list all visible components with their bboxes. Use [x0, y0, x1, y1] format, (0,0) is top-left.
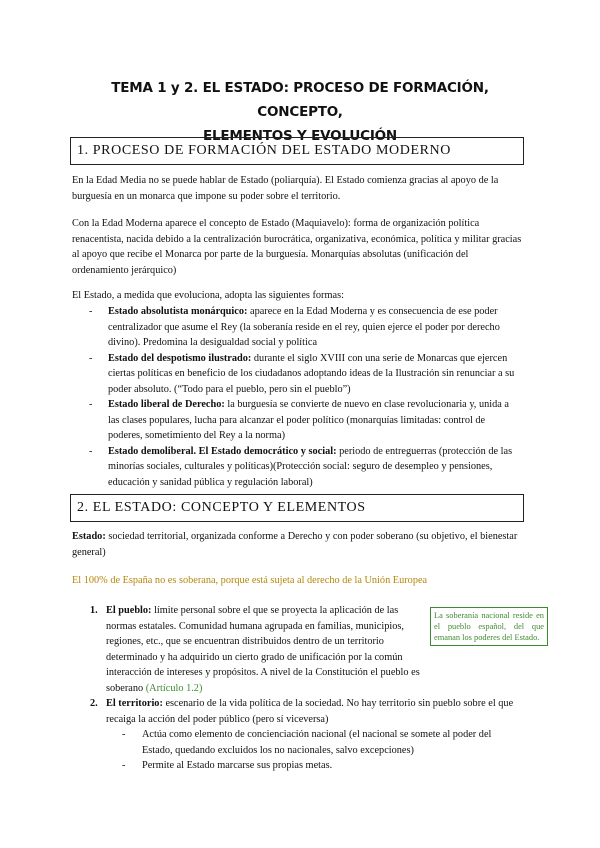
- list-item-term: El pueblo:: [106, 605, 152, 616]
- sovereignty-note: El 100% de España no es soberana, porque está sujeta al derecho de la Unión Europea: [72, 575, 428, 586]
- list-item: - Estado liberal de Derecho: la burguesía se convierte de nuevo en clase revolucionaria y, unida a las clases populares, lucha para alcanzar el poder político (monarquías limitadas: control de poderes, sometimiento del Rey a la norma): [89, 399, 509, 441]
- state-forms-list: [72, 304, 522, 490]
- list-item-text: escenario de la vida política de la sociedad. No hay territorio sin pueblo sobre el que recaiga la acción del poder público (pero sí viceversa): [106, 698, 514, 725]
- section-1-paragraph-2: Con la Edad Moderna aparece el concepto de Estado (Maquiavelo): forma de organización política renacentista, nacida debido a la centralización burocrática, organizativa, económica, política y militar gracias al apoyo que recibe el Monarca por parte de la burguesía. Monarquías absolutas (unificación del ordenamiento jerárquico): [72, 218, 522, 276]
- list-item-text: periodo de entreguerras (protección de las minorías sociales, culturales y políticas)(Protección social: seguro de desempleo y pensiones, educación y sanidad pública y regulación laboral): [108, 445, 513, 488]
- definition-text: sociedad territorial, organizada conforme a Derecho y con poder soberano (su objetivo, el bienestar general): [72, 531, 518, 558]
- list-item-text: la burguesía se convierte de nuevo en clase revolucionaria y, unida a las clases populares, lucha para alcanzar el poder político (monarquías limitadas: control de poderes, sometimiento del Rey a la norma): [108, 399, 509, 441]
- section-1-paragraph-3: El Estado, a medida que evoluciona, adopta las siguientes formas:: [72, 290, 344, 301]
- state-definition: [72, 529, 524, 560]
- list-item-text: límite personal sobre el que se proyecta la aplicación de las normas estatales. Comunidad humana agrupada en familias, municipios, regiones, etc., que se encuentran distribuidos dentro de un territorio determinado y ha adquirido un cierto grado de unificación por la común interacción de intereses y propósitos. A nivel de la Constitución el pueblo es soberano: [106, 605, 420, 694]
- article-reference: (Artículo 1.2): [145, 682, 203, 694]
- item-number: 1.: [90, 605, 98, 616]
- title-line-2: ELEMENTOS Y EVOLUCIÓN: [202, 128, 398, 144]
- sub-list-item-text: Actúa como elemento de concienciación nacional (el nacional se somete al poder del Estado, quedando excluidos los no nacionales, salvo excepciones): [142, 729, 492, 756]
- list-item: - Estado del despotismo ilustrado: durante el siglo XVIII con una serie de Monarcas que ejercen ciertas políticas en beneficio de los ciudadanos adoptando ideas de la Ilustración sin renunciar a su poder absoluto. (“Todo para el pueblo, pero sin el pueblo”): [89, 352, 515, 395]
- section-1-paragraph-1: En la Edad Media no se puede hablar de Estado (poliarquía). El Estado comienza gracias al apoyo de la burguesía en un monarca que impone su poder sobre el territorio.: [72, 175, 499, 202]
- sub-list-item: - Permite al Estado marcarse sus propias metas.: [122, 760, 333, 771]
- section-2-heading: 2. EL ESTADO: CONCEPTO Y ELEMENTOS: [70, 494, 524, 522]
- list-item-term: Estado liberal de Derecho:: [108, 399, 225, 410]
- list-item-term: Estado absolutista monárquico:: [108, 306, 248, 317]
- sub-list-item-text: Permite al Estado marcarse sus propias metas.: [142, 760, 333, 771]
- list-item-text: durante el siglo XVIII con una serie de Monarcas que ejercen ciertas políticas en beneficio de los ciudadanos adoptando ideas de la Ilustración sin renunciar a su poder absoluto. (“Todo para el pueblo, pero sin el pueblo”): [108, 352, 515, 395]
- list-item: [72, 696, 522, 774]
- sub-list-item: - Actúa como elemento de concienciación nacional (el nacional se somete al poder del Estado, quedando excluidos los no nacionales, salvo excepciones): [122, 729, 492, 756]
- list-item: - Estado absolutista monárquico: aparece en la Edad Moderna y es consecuencia de ese poder centralizador que asume el Rey (la soberanía reside en el rey, quien ejerce el poder por derecho divino). Predomina la desigualdad social y política: [89, 306, 500, 348]
- list-item-term: Estado del despotismo ilustrado:: [108, 352, 252, 364]
- title-line-1: TEMA 1 y 2. EL ESTADO: PROCESO DE FORMACIÓN, CONCEPTO,: [111, 80, 489, 120]
- section-1-heading: 1. PROCESO DE FORMACIÓN DEL ESTADO MODERNO: [70, 137, 524, 165]
- item-number: 2.: [90, 698, 98, 709]
- definition-term: Estado:: [72, 531, 106, 542]
- list-item-term: El territorio:: [106, 698, 163, 709]
- list-item: - Estado demoliberal. El Estado democrático y social: periodo de entreguerras (protección de las minorías sociales, culturales y políticas)(Protección social: seguro de desempleo y pensiones, educación y sanidad pública y regulación laboral): [89, 445, 513, 488]
- list-item-text: aparece en la Edad Moderna y es consecuencia de ese poder centralizador que asume el Rey (la soberanía reside en el rey, quien ejerce el poder por derecho divino). Predomina la desigualdad social y política: [108, 306, 500, 348]
- territory-sublist: [106, 727, 522, 774]
- list-item: [72, 603, 426, 696]
- sovereignty-sidebox: La soberanía nacional reside en el pueblo español, del que emanan los poderes del Estado.: [430, 607, 548, 646]
- list-item-term: Estado demoliberal. El Estado democrático y social:: [108, 445, 337, 457]
